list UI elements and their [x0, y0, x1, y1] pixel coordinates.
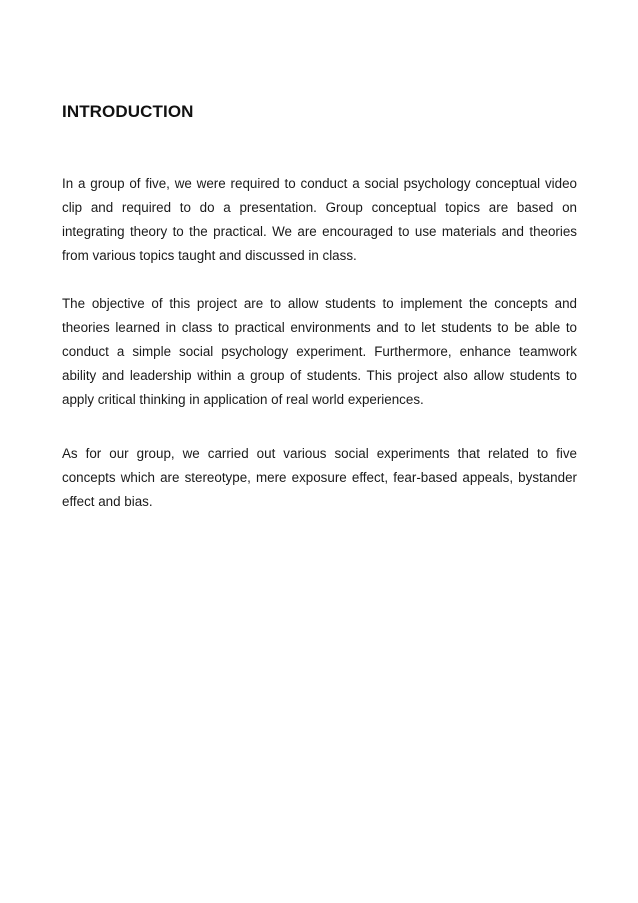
- paragraph-objective: The objective of this project are to allow students to implement the concepts and theories learned in class to practical environments and to let students to be able to conduct a simple social psychology experiment. Furthermore, enhance teamwork ability and leadership within a group of students. This project also allow students to apply critical thinking in application of real world experiences.: [62, 296, 577, 407]
- section-heading: INTRODUCTION: [62, 102, 194, 121]
- paragraph-group-experiments: As for our group, we carried out various social experiments that related to five concepts which are stereotype, mere exposure effect, fear-based appeals, bystander effect and bias.: [62, 446, 577, 509]
- paragraph-intro: In a group of five, we were required to conduct a social psychology conceptual video clip and required to do a presentation. Group conceptual topics are based on integrating theory to the practical. We are encouraged to use materials and theories from various topics taught and discussed in class.: [62, 176, 577, 263]
